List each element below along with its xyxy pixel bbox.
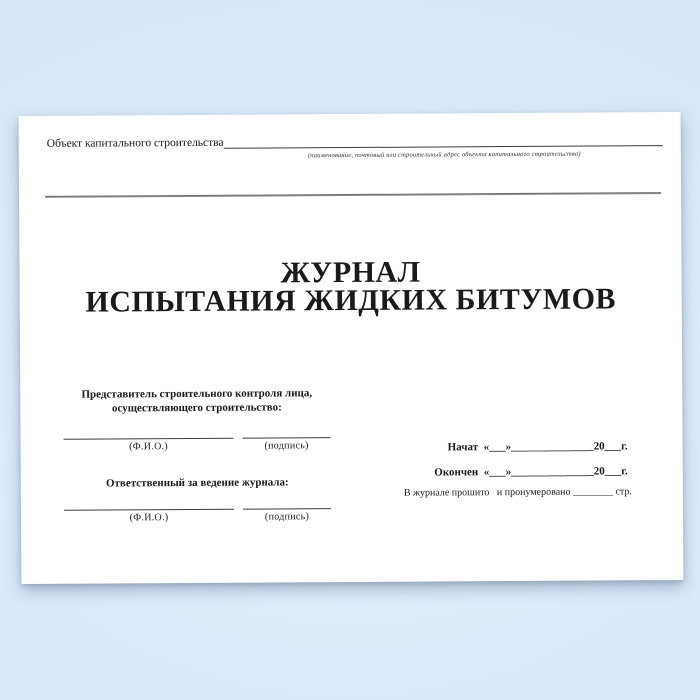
supervisor-signature-row — [64, 437, 331, 453]
fio-line-supervisor: (Ф.И.О.) — [64, 438, 234, 453]
object-of-construction-row — [47, 133, 663, 152]
horizontal-rule — [45, 192, 661, 198]
date-finished: Окончен «___»_______________20___г. — [434, 465, 628, 479]
object-caption: (наименование, почтовый или строительный адрес объекта капитального строительства) — [307, 150, 581, 160]
journal-title-line1: ЖУРНАЛ — [280, 255, 421, 290]
keeper-signature-row — [64, 508, 331, 524]
keeper-header: Ответственный за ведение журнала: — [105, 476, 289, 490]
object-label: Объект капитального строительства — [46, 136, 224, 150]
journal-cover-page — [19, 112, 684, 584]
signature-line-supervisor: (подпись) — [243, 437, 331, 452]
date-begun: Начат «___»_______________20___г. — [447, 440, 628, 454]
signature-line-keeper: (подпись) — [243, 508, 331, 523]
journal-title — [19, 257, 681, 317]
pages-note: В журнале прошито и пронумеровано ________ стр. — [403, 486, 632, 499]
supervisor-header — [63, 386, 330, 416]
fio-line-keeper: (Ф.И.О.) — [64, 509, 234, 524]
supervisor-header-line1: Представитель строительного контроля лица, — [81, 387, 313, 401]
journal-title-line2: ИСПЫТАНИЯ ЖИДКИХ БИТУМОВ — [85, 282, 617, 319]
supervisor-header-line2: осуществляющего строительство: — [111, 401, 282, 415]
object-blank-line — [223, 133, 662, 149]
